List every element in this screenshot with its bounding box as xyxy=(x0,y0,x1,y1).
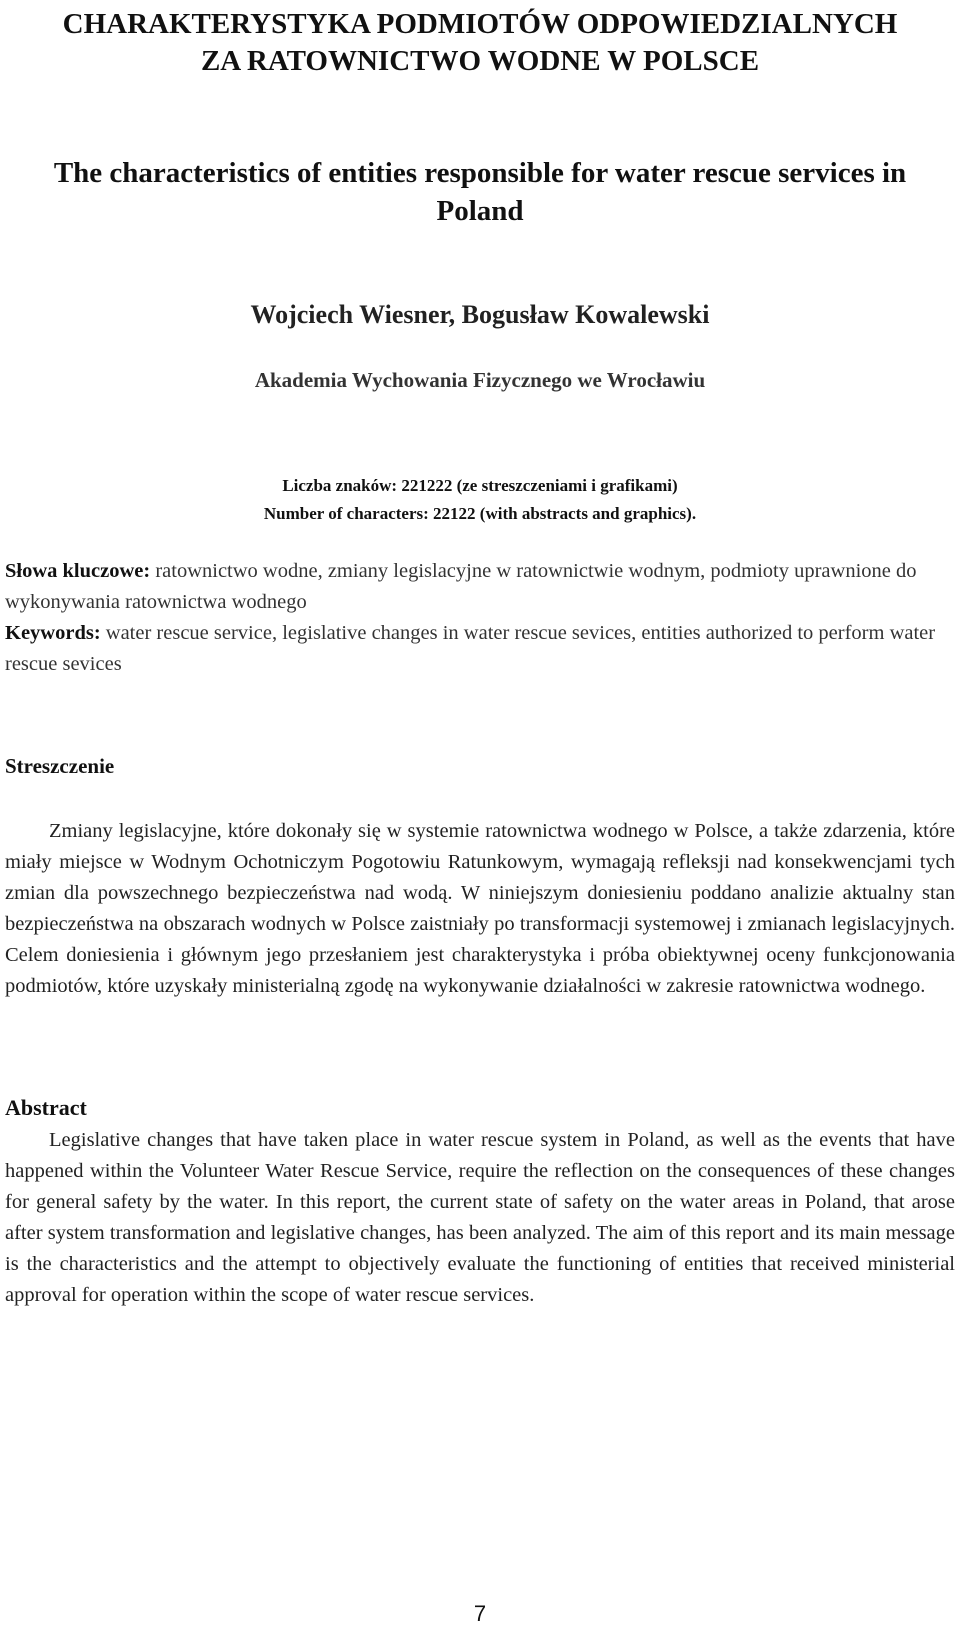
character-count xyxy=(0,472,960,528)
streszczenie-heading: Streszczenie xyxy=(5,754,115,778)
keywords-english xyxy=(5,618,955,680)
keywords-english-label: Keywords: xyxy=(5,622,101,644)
title-polish: CHARAKTERYSTYKA PODMIOTÓW ODPOWIEDZIALNYCH ZA RATOWNICTWO WODNE W POLSCE xyxy=(62,8,898,77)
keywords-english-text: water rescue service, legislative changes in water rescue sevices, entities authorized to perform water rescue sevices xyxy=(5,622,936,675)
character-count-english: Number of characters: 22122 (with abstracts and graphics). xyxy=(263,504,697,523)
page-number: 7 xyxy=(473,1601,487,1626)
authors: Wojciech Wiesner, Bogusław Kowalewski xyxy=(250,300,710,329)
title-english: The characteristics of entities responsible for water rescue services in Poland xyxy=(53,157,907,227)
abstract-heading: Abstract xyxy=(5,1095,87,1120)
streszczenie-paragraph xyxy=(5,816,955,1002)
keywords-block xyxy=(5,556,955,680)
affiliation: Akademia Wychowania Fizycznego we Wrocławiu xyxy=(254,368,706,392)
keywords-polish-label: Słowa kluczowe: xyxy=(5,560,151,582)
character-count-polish: Liczba znaków: 221222 (ze streszczeniami i grafikami) xyxy=(282,476,678,495)
abstract-text: Legislative changes that have taken place in water rescue system in Poland, as well as the events that have happened within the Volunteer Water Rescue Service, require the reflection on the consequences of these changes for general safety by the water. In this report, the current state of safety on the water areas in Poland, that arose after system transformation and legislative changes, has been analyzed. The aim of this report and its main message is the characteristics and the attempt to objectively evaluate the functioning of entities that received ministerial approval for operation within the scope of water rescue services. xyxy=(5,1129,955,1306)
keywords-polish xyxy=(5,556,955,618)
streszczenie-text: Zmiany legislacyjne, które dokonały się w systemie ratownictwa wodnego w Polsce, a także zdarzenia, które miały miejsce w Wodnym Ochotniczym Pogotowiu Ratunkowym, wymagają refleksji nad konsekwencjami tych zmian dla powszechnego bezpieczeństwa nad wodą. W niniejszym doniesieniu poddano analizie aktualny stan bezpieczeństwa na obszarach wodnych w Polsce zaistniały po transformacji systemowej i zmianach legislacyjnych. Celem doniesienia i głównym jego przesłaniem jest charakterystyka i próba obiektywnej oceny funkcjonowania podmiotów, które uzyskały ministerialną zgodę na wykonywanie działalności w zakresie ratownictwa wodnego. xyxy=(5,820,955,997)
abstract-paragraph xyxy=(5,1125,955,1311)
keywords-polish-text: ratownictwo wodne, zmiany legislacyjne w ratownictwie wodnym, podmioty uprawnione do wykonywania ratownictwa wodnego xyxy=(5,560,917,613)
